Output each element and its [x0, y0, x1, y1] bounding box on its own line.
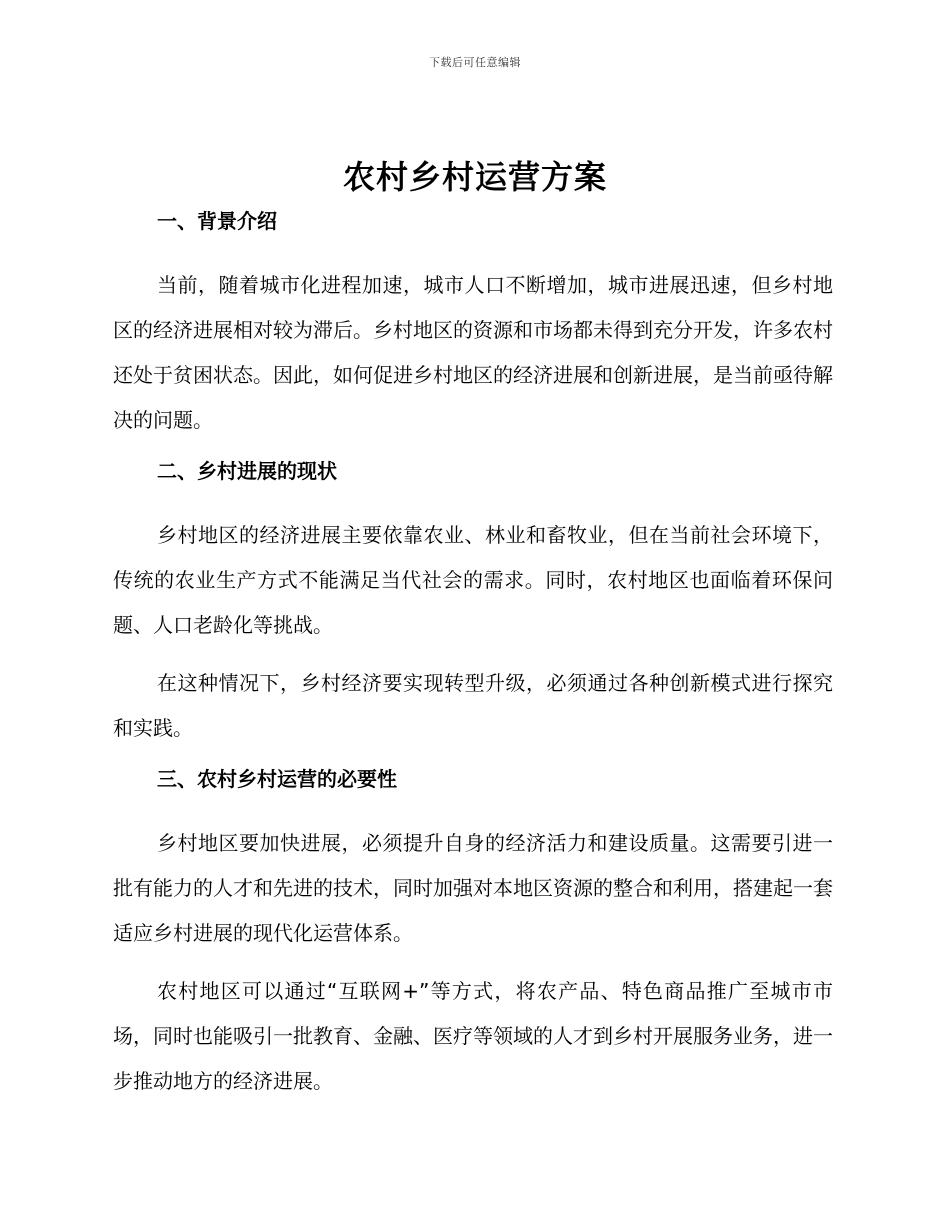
section-heading-current-status: 二、乡村进展的现状	[157, 459, 337, 483]
document-body	[113, 206, 833, 1104]
paragraph-background: 当前，随着城市化进程加速，城市人口不断增加，城市进展迅速，但乡村地区的经济进展相对较为滞后。乡村地区的资源和市场都未得到充分开发，许多农村还处于贫困状态。因此，如何促进乡村地区的经济进展和创新进展，是当前亟待解决的问题。	[113, 273, 833, 432]
header-note: 下载后可任意编辑	[429, 56, 521, 69]
paragraph-necessity-2: 农村地区可以通过“互联网+”等方式，将农产品、特色商品推广至城市市场，同时也能吸引一批教育、金融、医疗等领域的人才到乡村开展服务业务，进一步推动地方的经济进展。	[113, 979, 833, 1093]
section-heading-necessity: 三、农村乡村运营的必要性	[157, 767, 397, 791]
section-heading-background: 一、背景介绍	[157, 209, 277, 233]
document-title: 农村乡村运营方案	[342, 158, 607, 196]
paragraph-necessity-1: 乡村地区要加快进展，必须提升自身的经济活力和建设质量。这需要引进一批有能力的人才和先进的技术，同时加强对本地区资源的整合和利用，搭建起一套适应乡村进展的现代化运营体系。	[113, 831, 833, 945]
paragraph-current-status-1: 乡村地区的经济进展主要依靠农业、林业和畜牧业，但在当前社会环境下，传统的农业生产方式不能满足当代社会的需求。同时，农村地区也面临着环保问题、人口老龄化等挑战。	[113, 523, 833, 637]
paragraph-current-status-2: 在这种情况下，乡村经济要实现转型升级，必须通过各种创新模式进行探究和实践。	[113, 671, 833, 740]
